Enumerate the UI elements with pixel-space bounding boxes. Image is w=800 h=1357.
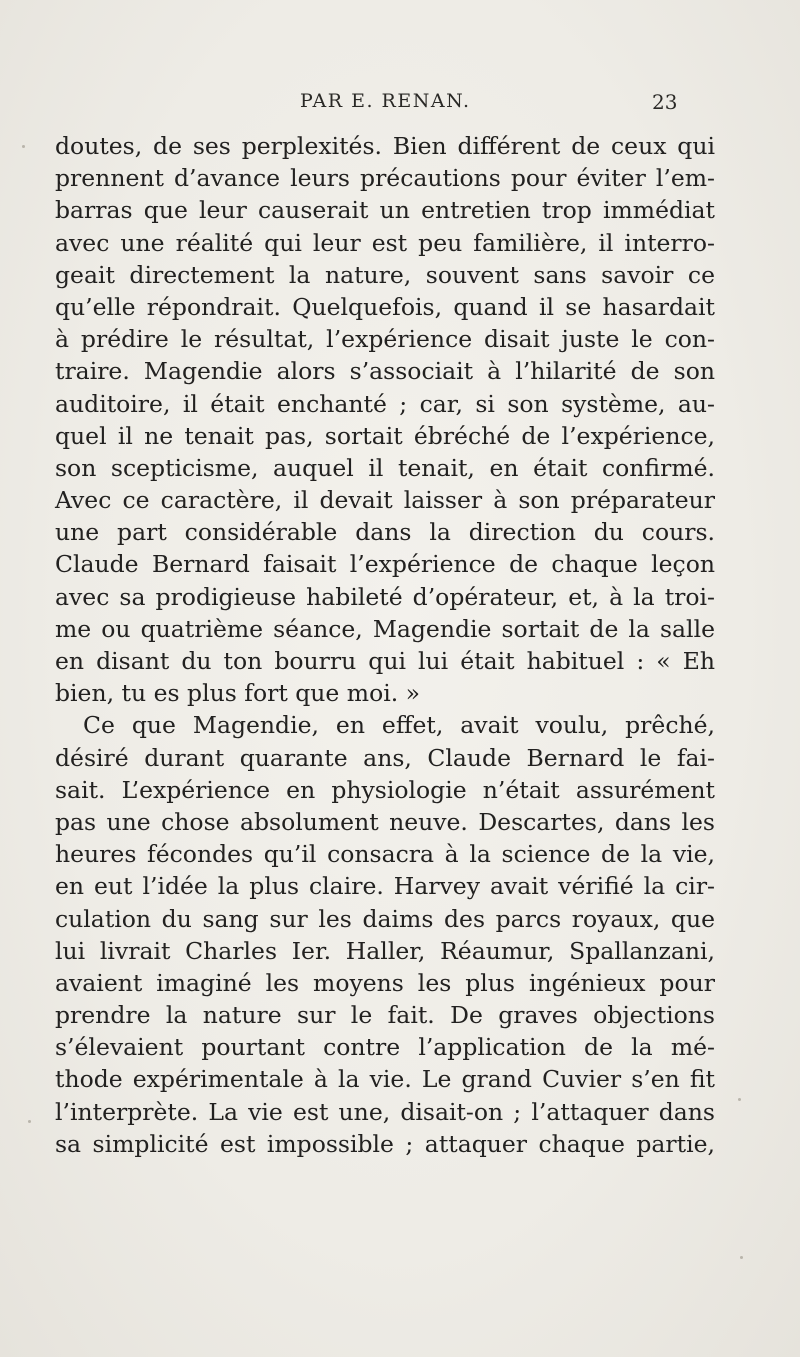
running-title: PAR E. RENAN. <box>300 90 471 112</box>
text-line: thode expérimentale à la vie. Le grand Cuvier s’en fit <box>55 1065 715 1094</box>
page-number: 23 <box>652 90 678 114</box>
text-line: quel il ne tenait pas, sortait ébréché de l’expérience, <box>55 421 715 450</box>
text-line: avec une réalité qui leur est peu familière, il interro- <box>55 228 715 257</box>
text-line: avec sa prodigieuse habileté d’opérateur, et, à la troi- <box>55 582 715 611</box>
text-line: pas une chose absolument neuve. Descartes, dans les <box>55 807 715 836</box>
text-line: Claude Bernard faisait l’expérience de chaque leçon <box>55 550 715 579</box>
text-line: qu’elle répondrait. Quelquefois, quand il se hasardait <box>55 292 715 321</box>
text-line: l’interprète. La vie est une, disait-on ; l’attaquer dans <box>55 1097 715 1126</box>
text-line: culation du sang sur les daims des parcs royaux, que <box>55 904 715 933</box>
text-line: prendre la nature sur le fait. De graves objections <box>55 1001 715 1030</box>
text-line: à prédire le résultat, l’expérience disait juste le con- <box>55 325 715 354</box>
text-line: barras que leur causerait un entretien trop immédiat <box>55 196 715 225</box>
text-line: en eut l’idée la plus claire. Harvey avait vérifié la cir- <box>55 872 715 901</box>
text-line: avaient imaginé les moyens les plus ingénieux pour <box>55 968 715 997</box>
text-line: traire. Magendie alors s’associait à l’hilarité de son <box>55 357 715 386</box>
paper-speck <box>740 1256 743 1259</box>
text-line: sa simplicité est impossible ; attaquer chaque partie, <box>55 1129 715 1158</box>
paper-speck <box>738 1098 741 1101</box>
text-line: une part considérable dans la direction du cours. <box>55 518 715 547</box>
body-text <box>55 130 715 1160</box>
text-line: Ce que Magendie, en effet, avait voulu, prêché, <box>83 711 715 740</box>
text-line: son scepticisme, auquel il tenait, en était confirmé. <box>55 453 715 482</box>
text-line: en disant du ton bourru qui lui était habituel : « Eh <box>55 647 715 675</box>
text-line: prennent d’avance leurs précautions pour éviter l’em- <box>55 164 715 193</box>
text-line: sait. L’expérience en physiologie n’était assurément <box>55 775 715 804</box>
paper-speck <box>28 1120 31 1123</box>
paper-speck <box>22 145 25 148</box>
text-line: s’élevaient pourtant contre l’application de la mé- <box>55 1033 715 1062</box>
running-head <box>0 90 800 118</box>
text-line: heures fécondes qu’il consacra à la science de la vie, <box>55 840 715 869</box>
text-line: geait directement la nature, souvent sans savoir ce <box>55 260 715 289</box>
text-line: lui livrait Charles Ier. Haller, Réaumur, Spallanzani, <box>55 936 715 965</box>
text-line: bien, tu es plus fort que moi. » <box>55 679 421 708</box>
text-line: auditoire, il était enchanté ; car, si son système, au- <box>55 389 715 418</box>
text-line: Avec ce caractère, il devait laisser à son préparateur <box>55 486 715 515</box>
text-line: désiré durant quarante ans, Claude Bernard le fai- <box>55 743 715 772</box>
text-line: me ou quatrième séance, Magendie sortait de la salle <box>55 614 715 643</box>
text-line: doutes, de ses perplexités. Bien différent de ceux qui <box>55 132 715 160</box>
